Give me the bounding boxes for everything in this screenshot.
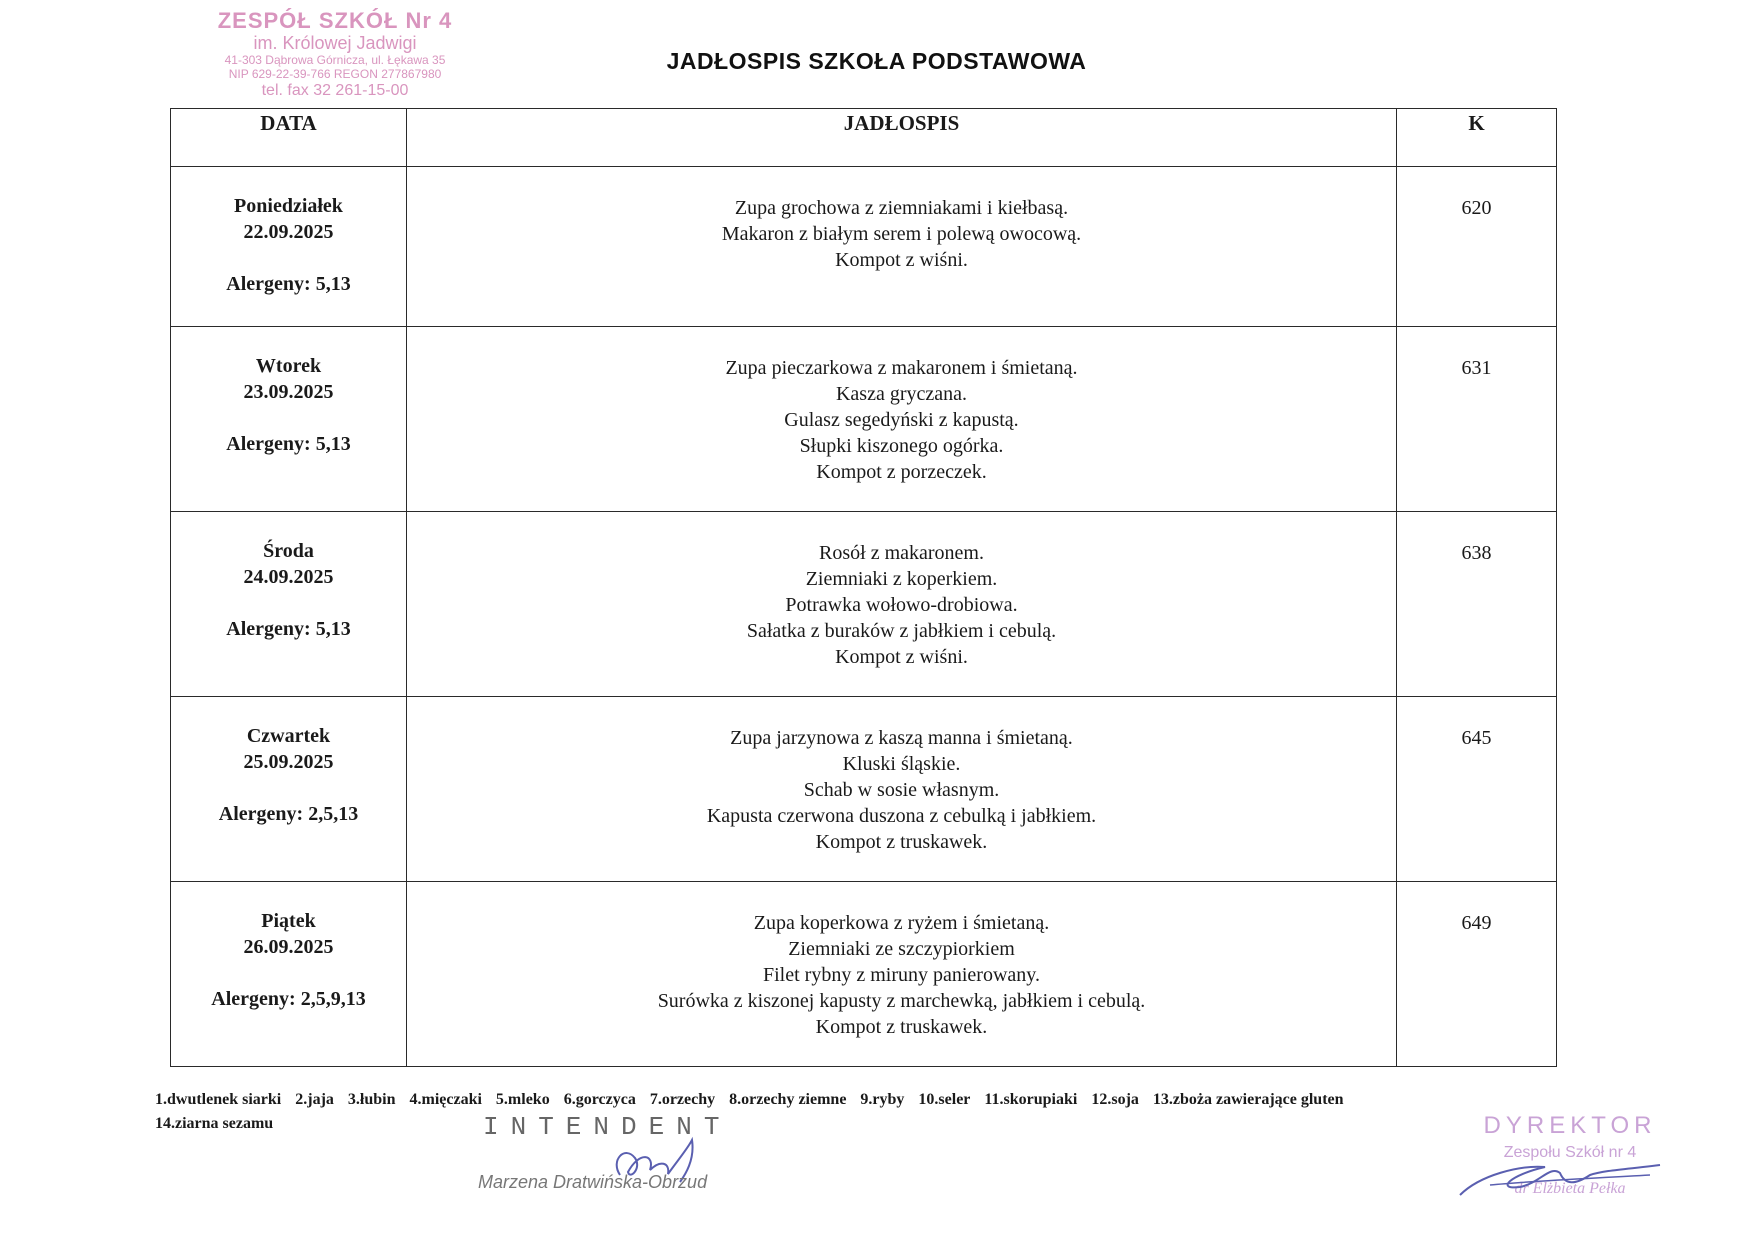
allergen-legend-item: 5.mleko bbox=[495, 1091, 550, 1108]
dish-item: Zupa jarzynowa z kaszą manna i śmietaną. bbox=[730, 727, 1073, 749]
dishes-cell bbox=[407, 512, 1397, 697]
table-row bbox=[171, 327, 1557, 512]
dish-item: Rosół z makaronem. bbox=[819, 542, 984, 564]
stamp-line: im. Królowej Jadwigi bbox=[253, 33, 417, 54]
allergens-label: Alergeny: 2,5,13 bbox=[218, 803, 359, 825]
day-date: 23.09.2025 bbox=[243, 381, 334, 403]
allergens-label: Alergeny: 5,13 bbox=[226, 433, 351, 455]
dish-item: Zupa grochowa z ziemniakami i kiełbasą. bbox=[734, 197, 1069, 219]
day-date: 24.09.2025 bbox=[243, 566, 334, 588]
allergen-legend-item: 13.zboża zawierające gluten bbox=[1152, 1091, 1344, 1108]
kcal-cell: 645 bbox=[1397, 697, 1557, 882]
kcal-cell: 638 bbox=[1397, 512, 1557, 697]
table-row bbox=[171, 167, 1557, 327]
dish-item: Słupki kiszonego ogórka. bbox=[799, 435, 1004, 457]
dish-item: Kasza gryczana. bbox=[835, 383, 968, 405]
header-date: DATA bbox=[171, 109, 407, 167]
dish-item: Zupa pieczarkowa z makaronem i śmietaną. bbox=[725, 357, 1078, 379]
allergen-legend-item: 1.dwutlenek siarki bbox=[155, 1091, 282, 1108]
dish-item: Surówka z kiszonej kapusty z marchewką, jabłkiem i cebulą. bbox=[657, 990, 1146, 1012]
dish-item: Ziemniaki ze szczypiorkiem bbox=[788, 938, 1015, 960]
dish-item: Schab w sosie własnym. bbox=[803, 779, 1000, 801]
dish-item: Zupa koperkowa z ryżem i śmietaną. bbox=[753, 912, 1050, 934]
dishes-cell bbox=[407, 697, 1397, 882]
dish-item: Filet rybny z miruny panierowany. bbox=[763, 964, 1040, 986]
menu-table bbox=[170, 108, 1557, 1067]
kcal-cell: 620 bbox=[1397, 167, 1557, 327]
kcal-cell: 649 bbox=[1397, 882, 1557, 1067]
dishes-cell bbox=[407, 167, 1397, 327]
dish-item: Kompot z porzeczek. bbox=[816, 461, 987, 483]
date-cell bbox=[171, 327, 407, 512]
dish-item: Makaron z białym serem i polewą owocową. bbox=[721, 223, 1082, 245]
allergen-legend-item: 9.ryby bbox=[860, 1091, 905, 1108]
allergens-label: Alergeny: 5,13 bbox=[226, 273, 351, 295]
table-header-row bbox=[171, 109, 1557, 167]
kcal-cell: 631 bbox=[1397, 327, 1557, 512]
page-title: JADŁOSPIS SZKOŁA PODSTAWOWA bbox=[666, 48, 1087, 74]
dish-item: Kompot z wiśni. bbox=[835, 249, 968, 271]
dish-item: Kompot z truskawek. bbox=[815, 831, 988, 853]
date-cell bbox=[171, 512, 407, 697]
dish-item: Kapusta czerwona duszona z cebulką i jabłkiem. bbox=[706, 805, 1097, 827]
day-name: Poniedziałek bbox=[234, 195, 343, 217]
day-date: 26.09.2025 bbox=[243, 936, 334, 958]
day-name: Czwartek bbox=[246, 725, 331, 747]
date-cell bbox=[171, 167, 407, 327]
dish-item: Sałatka z buraków z jabłkiem i cebulą. bbox=[746, 620, 1057, 642]
dish-item: Potrawka wołowo-drobiowa. bbox=[785, 594, 1018, 616]
director-signature bbox=[1450, 1145, 1670, 1205]
table-row bbox=[171, 512, 1557, 697]
dish-item: Kluski śląskie. bbox=[842, 753, 961, 775]
allergen-legend-item: 3.łubin bbox=[347, 1091, 396, 1108]
allergen-legend-item: 11.skorupiaki bbox=[984, 1091, 1078, 1108]
allergen-legend bbox=[155, 1088, 1575, 1136]
dish-item: Ziemniaki z koperkiem. bbox=[805, 568, 998, 590]
director-name: dr Elżbieta Pełka bbox=[1514, 1180, 1626, 1197]
director-org: Zespołu Szkół nr 4 bbox=[1503, 1144, 1637, 1161]
intendent-title: INTENDENT bbox=[483, 1112, 732, 1142]
allergen-legend-item: 8.orzechy ziemne bbox=[729, 1091, 847, 1108]
stamp-line: ZESPÓŁ SZKÓŁ Nr 4 bbox=[217, 8, 453, 33]
dish-item: Kompot z wiśni. bbox=[835, 646, 968, 668]
allergen-legend-item: 6.gorczyca bbox=[563, 1091, 636, 1108]
day-name: Piątek bbox=[261, 910, 316, 932]
date-cell bbox=[171, 882, 407, 1067]
table-row bbox=[171, 697, 1557, 882]
dishes-cell bbox=[407, 882, 1397, 1067]
allergen-legend-item: 2.jaja bbox=[295, 1091, 334, 1108]
table-row bbox=[171, 882, 1557, 1067]
allergen-legend-item: 10.seler bbox=[918, 1091, 971, 1108]
intendent-name: Marzena Dratwińska-Obrzud bbox=[478, 1172, 708, 1192]
day-name: Wtorek bbox=[255, 355, 322, 377]
day-name: Środa bbox=[263, 540, 314, 562]
stamp-line: 41-303 Dąbrowa Górnicza, ul. Łękawa 35 bbox=[224, 52, 446, 67]
day-date: 22.09.2025 bbox=[243, 221, 334, 243]
allergens-label: Alergeny: 5,13 bbox=[226, 618, 351, 640]
dish-item: Gulasz segedyński z kapustą. bbox=[784, 409, 1019, 431]
allergen-legend-item: 14.ziarna sezamu bbox=[155, 1115, 274, 1132]
header-menu: JADŁOSPIS bbox=[407, 109, 1397, 167]
stamp-line: tel. fax 32 261-15-00 bbox=[261, 81, 409, 99]
date-cell bbox=[171, 697, 407, 882]
allergens-label: Alergeny: 2,5,9,13 bbox=[211, 988, 366, 1010]
header-k: K bbox=[1397, 109, 1557, 167]
director-title: DYREKTOR bbox=[1483, 1112, 1657, 1139]
stamp-line: NIP 629-22-39-766 REGON 277867980 bbox=[228, 66, 442, 81]
dishes-cell bbox=[407, 327, 1397, 512]
allergen-legend-item: 4.mięczaki bbox=[409, 1091, 482, 1108]
allergen-legend-item: 7.orzechy bbox=[649, 1091, 716, 1108]
allergen-legend-item: 12.soja bbox=[1091, 1091, 1139, 1108]
day-date: 25.09.2025 bbox=[243, 751, 334, 773]
dish-item: Kompot z truskawek. bbox=[815, 1016, 988, 1038]
